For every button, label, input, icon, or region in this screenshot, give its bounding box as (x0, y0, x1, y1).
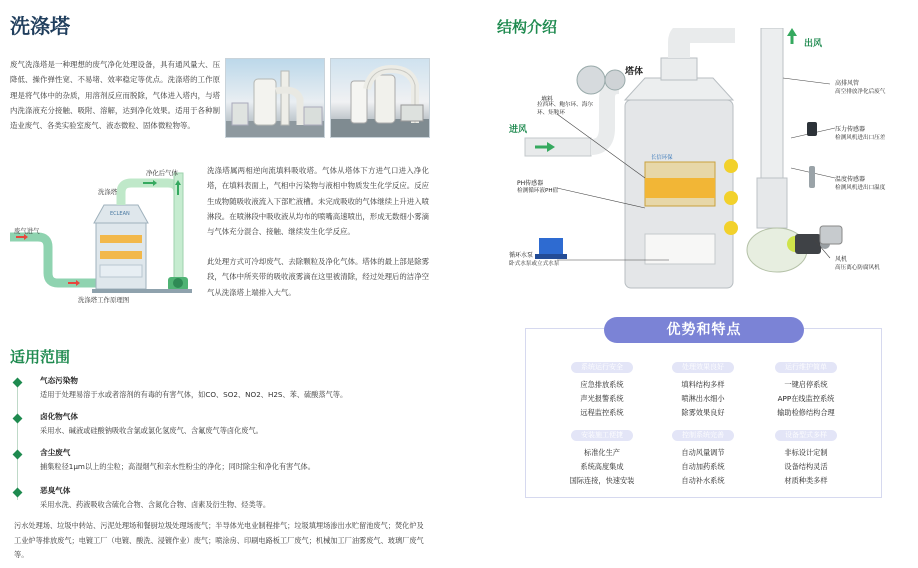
diagram-caption: 洗涤塔工作原理图 (78, 296, 130, 304)
advantage-line: 应急排放系统 (580, 380, 624, 389)
advantage-line: 设备结构灵活 (784, 462, 828, 472)
advantage-badge: 处理效果良好 (672, 362, 734, 373)
brand-mark: 长信环保 (651, 155, 673, 161)
label-pump: 循环水泵 (509, 252, 534, 259)
scope-timeline (17, 384, 18, 500)
label-ph-sensor: PH传感器 (517, 180, 544, 187)
advantage-line: 自动加药系统 (681, 462, 725, 472)
scope-item-desc: 适用于处理易溶于水或者溶剂的有毒的有害气体，如CO、SO2、NO2、H2S、苯、硫酸蒸气等。 (40, 390, 348, 399)
label-fan: 风机 (835, 256, 848, 263)
label-filler-types: 拉西环、鲍尔环、海尔环、矩鞍环 (537, 102, 593, 116)
diagram-label-exhaust-in: 废气进气 (14, 227, 40, 235)
process-diagram (8, 165, 204, 303)
advantage-group (756, 362, 856, 421)
advantages-title: 优势和特点 (604, 317, 804, 343)
section-title-scope: 适用范围 (10, 348, 71, 366)
label-ph-desc: 检测循环液PH值 (517, 188, 559, 194)
advantage-group (552, 362, 652, 421)
label-tower-body: 塔体 (625, 67, 644, 77)
tower-photo (330, 58, 430, 138)
label-pump-desc: 卧式水泵或立式水泵 (509, 261, 560, 267)
advantage-line: 标准化生产 (584, 448, 620, 457)
diagram-label-purified-gas: 净化后气体 (146, 169, 178, 177)
label-stack-desc: 高空排放净化后废气 (835, 89, 886, 95)
label-inlet: 进风 (509, 125, 528, 135)
advantage-line: 喷淋出水细小 (681, 394, 725, 404)
scope-item-desc: 采用水、碱液或硅酸钠吸收含氯或氯化氢废气、含氟废气等卤化废气。 (40, 426, 263, 435)
advantage-line: 远程监控系统 (580, 408, 624, 418)
advantage-line: 填料结构多样 (681, 380, 725, 389)
advantage-badge: 控制系统完善 (672, 430, 734, 441)
scope-item-name: 气态污染物 (40, 376, 78, 385)
advantage-line: 除雾效果良好 (681, 408, 725, 418)
bullet-icon (13, 488, 23, 498)
process-paragraph-2: 此处理方式可冷却废气、去除颗粒及净化气体。塔体的最上部是除雾段，气体中所夹带的吸收液雾滴在这里被清除，经过处理后的洁净空气从洗涤塔上端排入大气。 (207, 257, 429, 297)
tower-photo (225, 58, 325, 138)
structure-diagram (495, 28, 915, 308)
advantage-line: APP在线监控系统 (777, 394, 835, 404)
scope-item-name: 卤化物气体 (40, 412, 78, 421)
advantage-badge: 设备型式多样 (775, 430, 837, 441)
advantage-group (552, 430, 652, 489)
section-title-structure: 结构介绍 (497, 18, 558, 36)
page-title: 洗涤塔 (10, 14, 70, 38)
label-outlet: 出风 (804, 39, 823, 49)
diagram-label-tower: 洗涤塔 (98, 188, 118, 196)
advantage-line: 声光报警系统 (580, 394, 624, 404)
scope-item-name: 含尘废气 (40, 448, 71, 457)
intro-paragraph: 废气洗涤塔是一种理想的废气净化处理设备，具有通风量大、压降低、操作弹性宽、不易堵、效率稳定等优点。洗涤塔的工作原理是将气体中的杂质，用溶剂反应而脱除，气体进入塔内，与塔内洗涤液充分接触、吸附、溶解，达到净化效果。适用于各种制造业废气、各类实验室废气、液态微粒、固体微粒物等。 (10, 60, 220, 131)
process-paragraph: 洗涤塔属两相逆向流填料吸收塔。气体从塔体下方进气口进入净化塔，在填料表面上，气相中污染物与液相中物质发生化学反应。反应生成物随吸收液流入下部贮液槽。未完成吸收的气体继续上升进入喷淋段。在喷淋段中吸收液从均布的喷嘴高速喷出，形成无数细小雾滴与气体充分混合、接触、继续发生化学反应。 (207, 166, 429, 237)
advantage-group (653, 362, 753, 421)
advantage-badge: 运行维护简单 (775, 362, 837, 373)
label-pressure-desc: 检测风机进出口压差 (835, 135, 886, 141)
scope-item-desc: 采用水洗、药液吸收含硫化合物、含氮化合物、卤素及衍生物、烃类等。 (40, 500, 271, 509)
label-temp: 温度传感器 (835, 176, 866, 183)
advantage-line: 自动风量调节 (681, 448, 725, 457)
advantage-group (756, 430, 856, 489)
bullet-icon (13, 414, 23, 424)
label-fan-desc: 高压离心防腐风机 (835, 265, 880, 271)
scope-item-desc: 捕集粒径1μm以上的尘粒；高湿烟气和亲水性粉尘的净化；同时除尘和净化有害气体。 (40, 462, 315, 471)
advantage-line: 非标设计定制 (784, 448, 828, 457)
label-stack: 高排风管 (835, 80, 860, 87)
svg-text:ECLEAN: ECLEAN (110, 211, 130, 217)
label-temp-desc: 检测风机进出口温度 (835, 185, 886, 191)
advantage-badge: 安装施工便捷 (571, 430, 633, 441)
advantage-line: 材质种类多样 (784, 476, 828, 486)
scope-extra-paragraph: 污水处理场、垃圾中转站、污泥处理场和餐厨垃圾处理场废气；半导体光电业制程排气；垃圾填埋场渗出水贮留池废气；焚化炉及工业炉等排放废气；电镀工厂（电镀、酸洗、浸镀作业）废气；喷涂房、印刷电路板工厂废气；机械加工厂油雾废气、玻璃厂废气等。 (14, 521, 424, 559)
label-filler: 填料 (541, 96, 554, 103)
scope-item-name: 恶臭气体 (40, 486, 71, 495)
advantage-line: 国际连接，快速安装 (569, 476, 635, 486)
bullet-icon (13, 378, 23, 388)
label-pressure: 压力传感器 (835, 126, 866, 133)
advantage-badge: 系统运行安全 (571, 362, 633, 373)
bullet-icon (13, 450, 23, 460)
advantage-line: 自动补水系统 (681, 476, 725, 486)
advantage-line: 一键启停系统 (784, 380, 828, 389)
advantage-group (653, 430, 753, 489)
advantage-line: 输助检修结构合理 (777, 408, 835, 418)
advantage-line: 系统高度集成 (580, 462, 624, 472)
